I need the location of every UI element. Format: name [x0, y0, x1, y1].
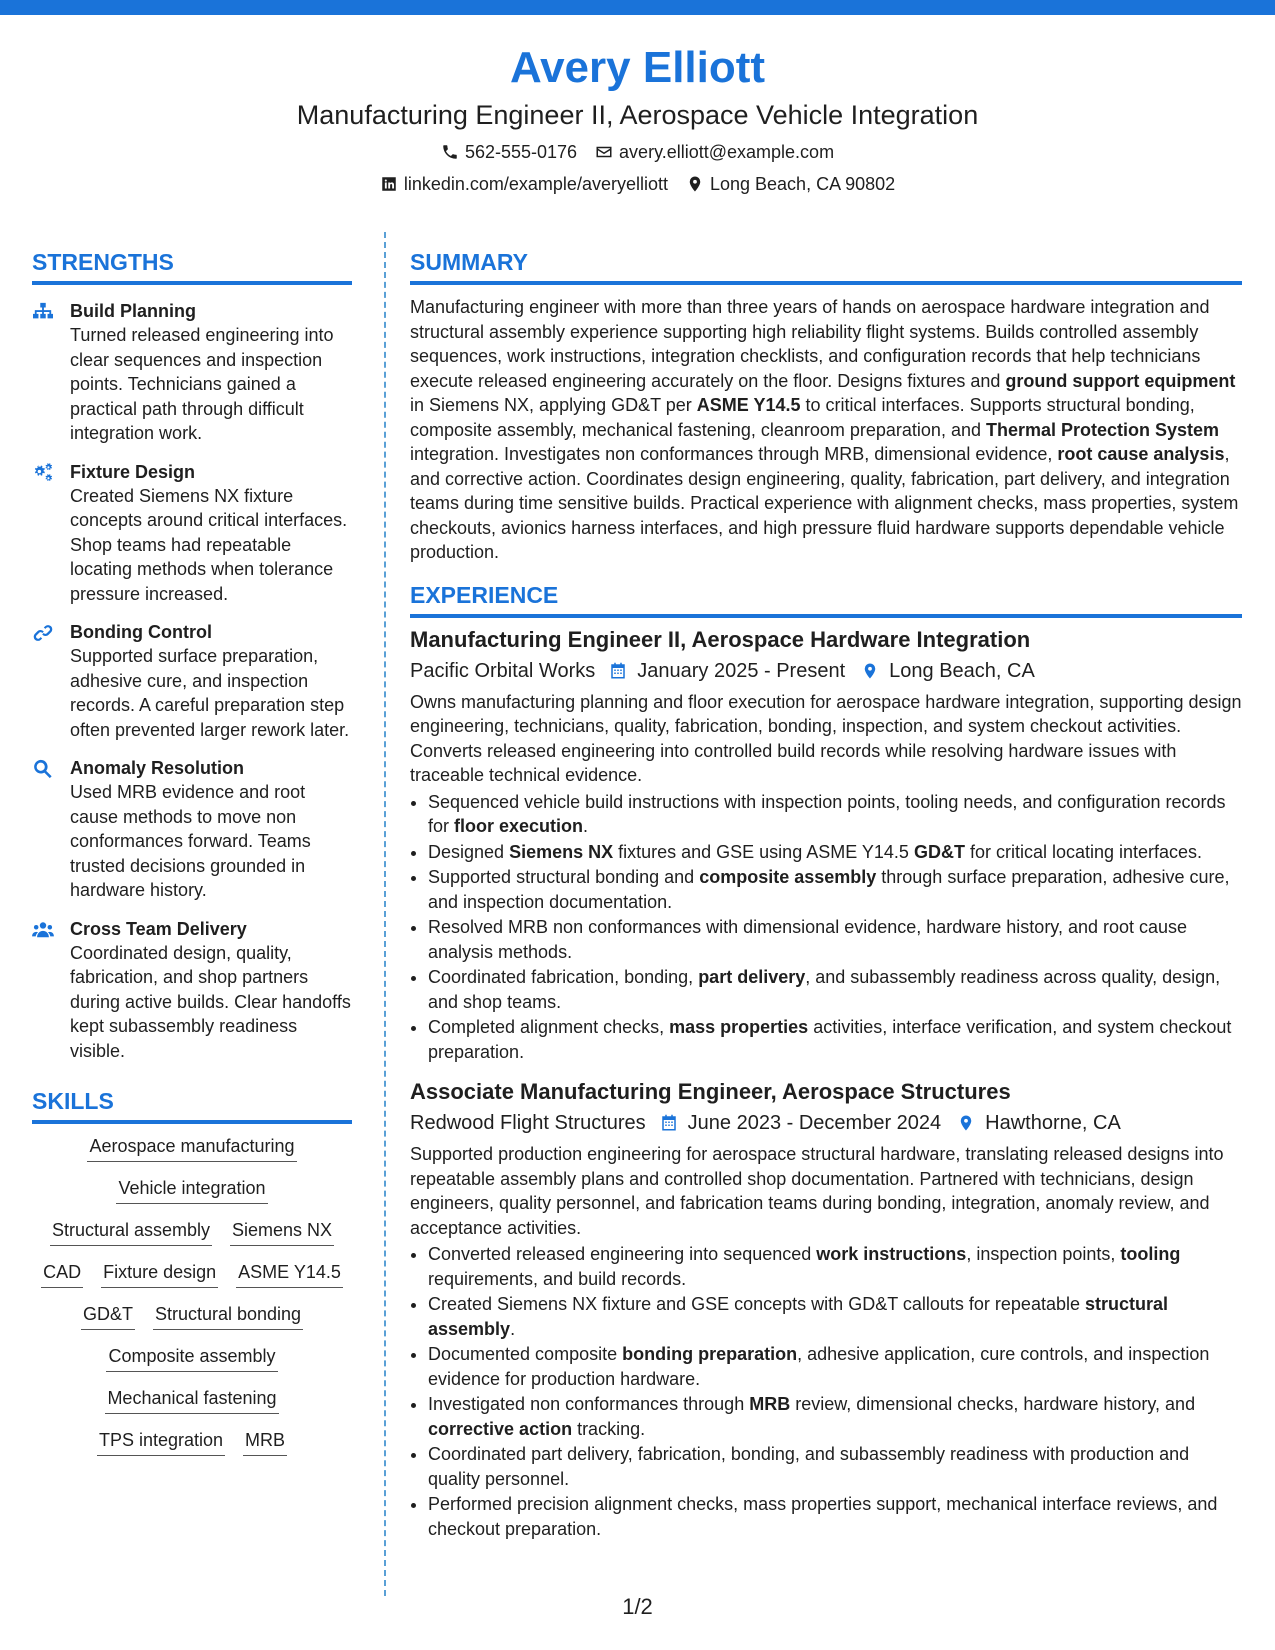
emphasis-text: composite assembly [699, 867, 877, 887]
phone-contact [441, 140, 577, 164]
text-run: , and subassembly readiness across quality, design, and shop teams. [428, 967, 1221, 1012]
text-run: Converted released engineering into sequenced [428, 1244, 817, 1264]
text-run: integration. Investigates non conformances through MRB, dimensional evidence, [410, 444, 1058, 464]
strength-description: Coordinated design, quality, fabrication, and shop partners during active builds. Clear handoffs kept subassembly readiness visible. [70, 942, 351, 1061]
job-dates: January 2025 - Present [637, 659, 846, 682]
emphasis-text: ground support equipment [1005, 370, 1236, 391]
text-run: Coordinated fabrication, bonding, [428, 967, 699, 987]
skill-tag: Composite assembly [106, 1344, 277, 1372]
job-dates: June 2023 - December 2024 [687, 1112, 942, 1134]
emphasis-text: tooling [1120, 1244, 1181, 1264]
bullet-item [428, 1342, 1242, 1391]
calendar-icon [660, 1114, 678, 1132]
strength-title: Bonding Control [70, 622, 212, 642]
text-run: Resolved MRB non conformances with dimensional evidence, hardware history, and root cause analysis methods. [428, 917, 1188, 962]
job-entry [410, 1078, 1242, 1541]
job-location: Hawthorne, CA [985, 1112, 1121, 1134]
top-accent-bar [0, 0, 1275, 15]
phone-text: 562-555-0176 [464, 142, 578, 162]
job-description: Supported production engineering for aerospace structural hardware, translating released designs into repeatable assembly plans and controlled shop documentation. Partnered with technicians, design engineers, quality personnel, and fabrication teams during bonding, integration, anomaly review, and acceptance activities. [410, 1144, 1224, 1238]
strength-description: Turned released engineering into clear sequences and inspection points. Technicians gained a practical path through difficult integration work. [70, 325, 334, 443]
text-run: to critical interfaces. Supports structural bonding, composite assembly, mechanical fastening, cleanroom preparation, and [410, 395, 1195, 440]
bullet-item [428, 915, 1242, 964]
skill-row [32, 1176, 352, 1204]
map-pin-icon [686, 175, 704, 193]
job-bullets [410, 1242, 1242, 1541]
contact-row-2 [0, 172, 1275, 196]
skill-tag: MRB [243, 1428, 287, 1456]
job-description: Owns manufacturing planning and floor execution for aerospace hardware integration, supporting design engineering, technicians, quality, fabrication, bonding, inspection, and system checkout activities. Converts released engineering into controlled build records while resolving hardware issues with traceable technical evidence. [410, 691, 1242, 785]
skill-tag: GD&T [81, 1302, 135, 1330]
candidate-title: Manufacturing Engineer II, Aerospace Vehicle Integration [296, 100, 979, 130]
strength-item [32, 756, 352, 903]
job-meta [410, 657, 1242, 685]
skill-row [32, 1428, 352, 1456]
skill-tag: Mechanical fastening [105, 1386, 278, 1414]
page-number: 1/2 [622, 1594, 653, 1619]
text-run: review, dimensional checks, hardware history, and [790, 1394, 1196, 1414]
resume-header [0, 40, 1275, 196]
skill-tag: ASME Y14.5 [236, 1260, 343, 1288]
skill-row [32, 1260, 352, 1288]
strength-title: Build Planning [70, 301, 196, 321]
bullet-item [428, 1492, 1242, 1541]
emphasis-text: floor execution [454, 816, 584, 836]
emphasis-text: mass properties [669, 1017, 809, 1037]
text-run: fixtures and GSE using ASME Y14.5 [613, 841, 914, 862]
bullet-item [428, 1015, 1242, 1064]
summary-heading: SUMMARY [410, 248, 1242, 285]
location-text: Long Beach, CA 90802 [709, 174, 896, 194]
calendar-icon [609, 662, 627, 680]
text-run: tracking. [572, 1418, 646, 1439]
text-run: activities, interface verification, and system checkout preparation. [428, 1017, 1232, 1062]
right-column [410, 248, 1242, 1541]
job-title: Manufacturing Engineer II, Aerospace Hardware Integration [410, 626, 1031, 652]
skill-row [32, 1386, 352, 1414]
text-run: Investigated non conformances through [428, 1394, 750, 1414]
emphasis-text: work instructions [816, 1244, 967, 1264]
strength-item [32, 620, 352, 742]
candidate-name: Avery Elliott [509, 43, 766, 92]
map-pin-icon [861, 662, 879, 680]
strength-item [32, 917, 352, 1064]
text-run: through surface preparation, adhesive cure, and inspection documentation. [428, 867, 1230, 912]
emphasis-text: MRB [749, 1394, 791, 1414]
bullet-item [428, 865, 1242, 914]
text-run: Supported structural bonding and [428, 867, 700, 887]
strength-title: Fixture Design [70, 461, 196, 482]
text-run: . [583, 816, 589, 836]
text-run: , and corrective action. Coordinates design engineering, quality, fabrication, part delivery, and integration teams during time sensitive builds. Practical experience with alignment checks, mass properties, system checkouts, avionics harness interfaces, and high pressure fluid hardware supports dependable vehicle production. [410, 444, 1239, 562]
skill-tag: Fixture design [101, 1260, 218, 1288]
skill-tag: Vehicle integration [116, 1176, 267, 1204]
text-run: Coordinated part delivery, fabrication, bonding, and subassembly readiness with production and quality personnel. [428, 1444, 1190, 1489]
company-name: Pacific Orbital Works [410, 659, 596, 682]
experience-heading: EXPERIENCE [410, 581, 1242, 618]
text-run: Designed [428, 841, 510, 862]
bullet-item [428, 840, 1242, 865]
phone-icon [441, 143, 459, 161]
emphasis-text: corrective action [428, 1418, 573, 1439]
users-icon [32, 920, 54, 940]
email-contact[interactable] [595, 140, 834, 164]
strengths-heading: STRENGTHS [32, 248, 352, 285]
text-run: Documented composite [428, 1344, 623, 1364]
map-pin-icon [957, 1114, 975, 1132]
skill-row [32, 1302, 352, 1330]
column-divider [384, 232, 386, 1596]
skill-row [32, 1134, 352, 1162]
text-run: , inspection points, [966, 1244, 1121, 1264]
skill-tag: Structural bonding [153, 1302, 303, 1330]
search-icon [32, 759, 54, 779]
emphasis-text: Siemens NX [509, 841, 614, 862]
strength-description: Created Siemens NX fixture concepts around critical interfaces. Shop teams had repeatable locating methods when tolerance pressure increased. [70, 485, 348, 604]
bullet-item [428, 790, 1242, 839]
text-run: Created Siemens NX fixture and GSE concepts with GD&T callouts for repeatable [428, 1294, 1085, 1314]
text-run: Performed precision alignment checks, mass properties support, mechanical interface reviews, and checkout preparation. [428, 1494, 1218, 1539]
job-bullets [410, 790, 1242, 1065]
bullet-item [428, 1292, 1242, 1341]
bullet-item [428, 965, 1242, 1014]
skill-row [32, 1344, 352, 1372]
text-run: . [510, 1318, 516, 1339]
strength-title: Cross Team Delivery [70, 918, 247, 939]
linkedin-text: linkedin.com/example/averyelliott [403, 174, 668, 194]
bullet-item [428, 1392, 1242, 1441]
emphasis-text: structural assembly [428, 1294, 1169, 1339]
skill-tag: Structural assembly [50, 1218, 212, 1246]
skill-tag: Siemens NX [230, 1218, 334, 1246]
job-meta [410, 1109, 1242, 1137]
skill-tag: TPS integration [97, 1428, 225, 1456]
linkedin-icon [380, 175, 398, 193]
strength-description: Supported surface preparation, adhesive cure, and inspection records. A careful preparation step often prevented larger rework later. [70, 646, 350, 740]
text-run: Sequenced vehicle build instructions with inspection points, tooling needs, and configuration records for [428, 791, 1226, 836]
skill-row [32, 1218, 352, 1246]
job-entry [410, 626, 1242, 1065]
job-location: Long Beach, CA [889, 659, 1035, 682]
emphasis-text: ASME Y14.5 [696, 395, 801, 415]
text-run: requirements, and build records. [428, 1268, 687, 1289]
skills-heading: SKILLS [32, 1087, 352, 1124]
skill-tag: Aerospace manufacturing [87, 1134, 296, 1162]
skill-tag: CAD [41, 1260, 83, 1288]
emphasis-text: bonding preparation [622, 1344, 798, 1364]
left-column [32, 248, 352, 1456]
summary-text [410, 295, 1242, 565]
company-name: Redwood Flight Structures [410, 1112, 646, 1134]
job-title: Associate Manufacturing Engineer, Aerospace Structures [410, 1079, 1011, 1104]
emphasis-text: part delivery [698, 967, 806, 987]
location-contact [686, 172, 895, 196]
contact-row-1 [0, 140, 1275, 164]
text-run: for critical locating interfaces. [964, 841, 1203, 862]
email-text: avery.elliott@example.com [619, 142, 835, 162]
bullet-item [428, 1242, 1242, 1291]
skills-list [32, 1134, 352, 1456]
strength-description: Used MRB evidence and root cause methods to move non conformances forward. Teams trusted decisions grounded in hardware history. [70, 782, 311, 900]
linkedin-contact[interactable] [380, 172, 668, 196]
text-run: Manufacturing engineer with more than three years of hands on aerospace hardware integration and structural assembly experience supporting high reliability flight systems. Builds controlled assembly sequences, work instructions, integration checklists, and configuration records that help technicians execute released engineering accurately on the floor. Designs fixtures and [410, 297, 1210, 391]
emphasis-text: GD&T [913, 841, 965, 862]
emphasis-text: root cause analysis [1057, 444, 1225, 464]
envelope-icon [595, 143, 613, 161]
link-icon [32, 623, 54, 643]
sitemap-icon [32, 302, 54, 322]
strength-title: Anomaly Resolution [70, 758, 245, 778]
strength-item [32, 460, 352, 607]
strength-item [32, 299, 352, 446]
gears-icon [32, 463, 54, 483]
text-run: in Siemens NX, applying GD&T per [410, 395, 697, 415]
bullet-item [428, 1442, 1242, 1491]
text-run: Completed alignment checks, [428, 1017, 670, 1037]
emphasis-text: Thermal Protection System [985, 419, 1220, 440]
text-run: , adhesive application, cure controls, and inspection evidence for production hardware. [428, 1344, 1210, 1389]
